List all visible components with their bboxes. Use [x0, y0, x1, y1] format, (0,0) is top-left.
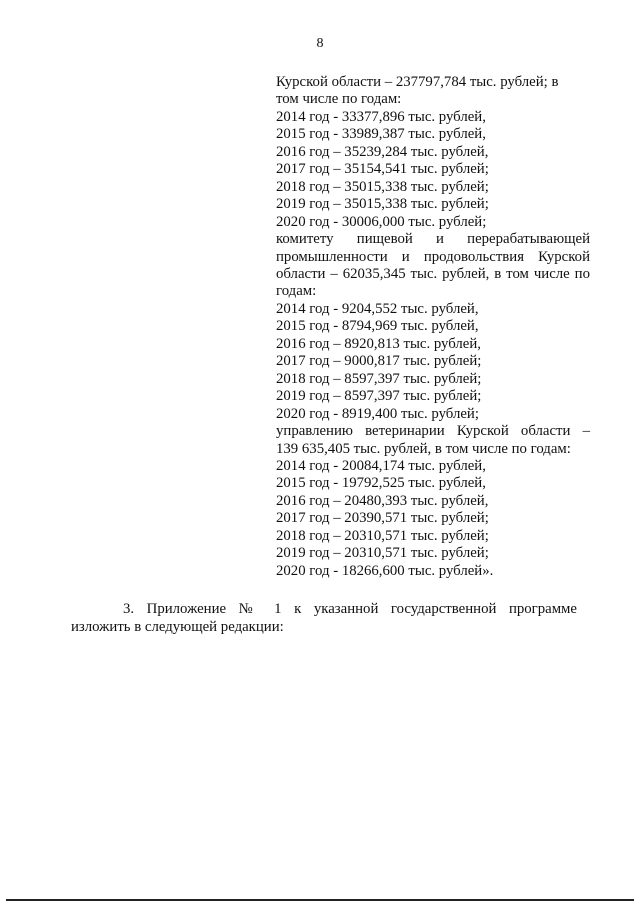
funding-breakdown [276, 74, 590, 580]
food-committee-year-2020: 2020 год - 8919,400 тыс. рублей; [276, 405, 479, 422]
food-committee-year-2018: 2018 год – 8597,397 тыс. рублей; [276, 370, 482, 387]
food-committee-total: промышленности и продовольствия Курской области – 62035,345 тыс. рублей, в том числе по годам: [276, 248, 590, 300]
item-3-paragraph [71, 601, 577, 636]
kursk-admin-year-2017: 2017 год – 35154,541 тыс. рублей; [276, 161, 489, 178]
veterinary-year-2016: 2016 год – 20480,393 тыс. рублей, [276, 492, 489, 509]
veterinary-year-2019: 2019 год – 20310,571 тыс. рублей; [276, 545, 489, 562]
kursk-admin-year-2019: 2019 год – 35015,338 тыс. рублей; [276, 196, 489, 213]
food-committee-year-2019: 2019 год – 8597,397 тыс. рублей; [276, 388, 482, 405]
food-committee-year-2017: 2017 год – 9000,817 тыс. рублей; [276, 353, 482, 370]
veterinary-year-2017: 2017 год – 20390,571 тыс. рублей; [276, 510, 489, 527]
veterinary-year-2018: 2018 год – 20310,571 тыс. рублей; [276, 527, 489, 544]
kursk-admin-by-years-line: том числе по годам: [276, 91, 402, 108]
kursk-admin-total-line: Курской области – 237797,784 тыс. рублей; в [276, 74, 559, 90]
veterinary-year-2015: 2015 год - 19792,525 тыс. рублей, [276, 475, 486, 492]
kursk-admin-year-2014: 2014 год - 33377,896 тыс. рублей, [276, 108, 486, 125]
kursk-admin-year-2018: 2018 год – 35015,338 тыс. рублей; [276, 178, 489, 195]
kursk-admin-year-2020: 2020 год - 30006,000 тыс. рублей; [276, 213, 487, 230]
food-committee-intro-line: комитету пищевой и перерабатывающей [276, 231, 590, 248]
veterinary-intro-line: управлению ветеринарии Курской области – [276, 423, 590, 440]
kursk-admin-year-2016: 2016 год – 35239,284 тыс. рублей, [276, 143, 489, 160]
food-committee-year-2014: 2014 год - 9204,552 тыс. рублей, [276, 300, 479, 317]
food-committee-year-2016: 2016 год – 8920,813 тыс. рублей, [276, 335, 481, 352]
item-3-line-2: изложить в следующей редакции: [71, 618, 284, 635]
veterinary-year-2014: 2014 год - 20084,174 тыс. рублей, [276, 457, 486, 474]
veterinary-year-2020: 2020 год - 18266,600 тыс. рублей». [276, 562, 494, 579]
item-3-line-1: 3. Приложение № 1 к указанной государственной программе [123, 601, 577, 617]
bottom-edge-rule [6, 899, 634, 901]
kursk-admin-year-2015: 2015 год - 33989,387 тыс. рублей, [276, 126, 486, 143]
veterinary-total-line: 139 635,405 тыс. рублей, в том числе по годам: [276, 440, 571, 457]
food-committee-year-2015: 2015 год - 8794,969 тыс. рублей, [276, 318, 479, 335]
page-number: 8 [316, 36, 324, 51]
